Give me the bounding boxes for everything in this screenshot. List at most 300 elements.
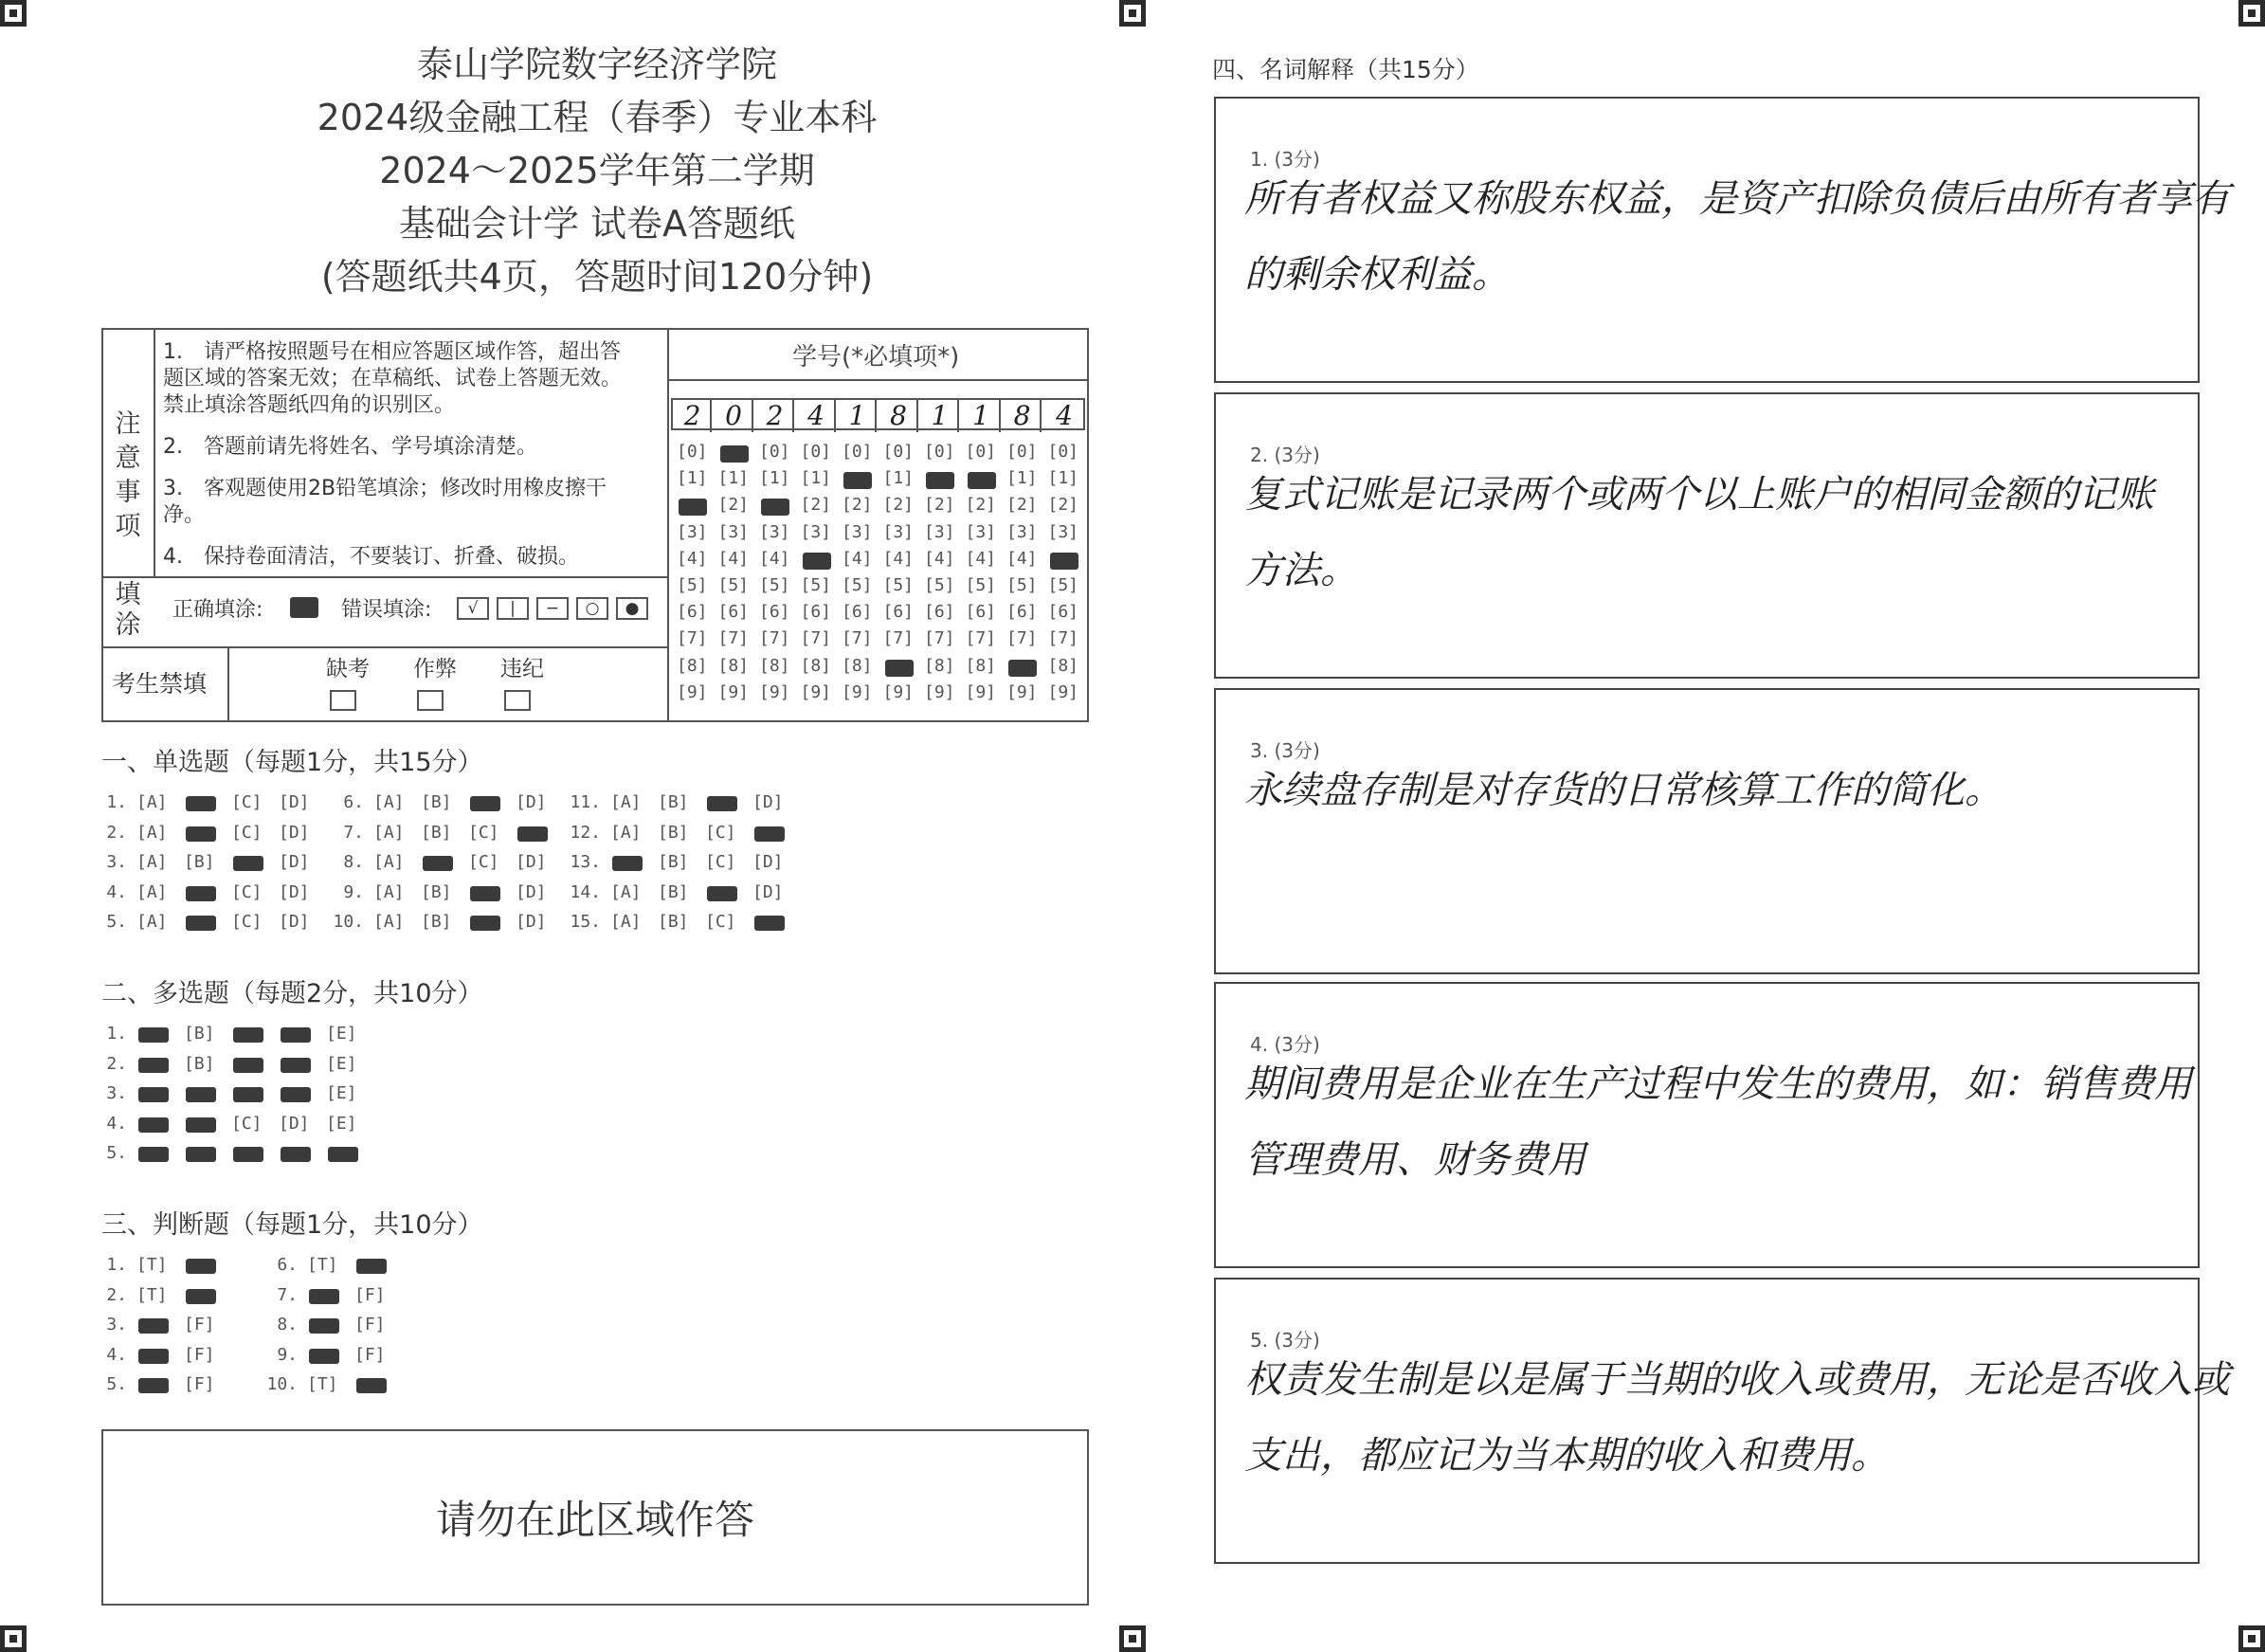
single-choice-option-filled[interactable]	[517, 826, 548, 842]
judge-number: 1.	[106, 1255, 127, 1275]
single-choice-option-filled[interactable]	[470, 796, 500, 811]
student-id-bubble[interactable]: [1]	[759, 468, 790, 489]
student-id-bubble[interactable]: [8]	[759, 655, 790, 676]
judge-option[interactable]: [F]	[354, 1344, 386, 1365]
handwritten-answer-line: 管理费用、财务费用	[1244, 1138, 1586, 1182]
judge-option-filled[interactable]	[309, 1349, 339, 1364]
student-id-bubble[interactable]: [2]	[800, 495, 832, 516]
student-id-bubble[interactable]: [3]	[1047, 521, 1079, 542]
student-id-bubble[interactable]: [2]	[1047, 495, 1079, 516]
multi-choice-number: 3.	[106, 1083, 127, 1103]
multi-choice-option[interactable]: [E]	[326, 1083, 357, 1103]
student-id-bubble[interactable]: [0]	[965, 442, 997, 462]
short-answer-box	[1214, 982, 2200, 1268]
single-choice-option[interactable]: [D]	[516, 912, 547, 932]
single-choice-option[interactable]: [A]	[373, 881, 405, 902]
multi-choice-number: 4.	[106, 1113, 127, 1134]
question-points: 3. (3分)	[1250, 739, 1320, 762]
student-id-bubble[interactable]: [7]	[924, 628, 955, 649]
student-id-bubble[interactable]: [9]	[677, 681, 708, 702]
single-choice-number: 2.	[106, 822, 127, 843]
question-points: 2. (3分)	[1250, 444, 1320, 466]
corner-mark	[0, 0, 27, 27]
multi-choice-option[interactable]: [D]	[279, 1113, 310, 1134]
forbid-item-checkbox[interactable]	[504, 690, 531, 711]
single-choice-option[interactable]: [D]	[516, 792, 547, 812]
multi-choice-option-filled[interactable]	[138, 1147, 169, 1162]
single-choice-option[interactable]: [B]	[184, 852, 215, 872]
student-id-bubble[interactable]: [5]	[800, 575, 832, 595]
wrong-fill-sample: ●	[616, 597, 648, 620]
student-id-bubble[interactable]: [6]	[800, 602, 832, 623]
judge-option-filled[interactable]	[309, 1318, 339, 1334]
single-choice-option-filled[interactable]	[612, 856, 643, 871]
multi-choice-option[interactable]: [C]	[231, 1113, 263, 1134]
multi-choice-option[interactable]: [B]	[184, 1024, 215, 1044]
student-id-bubble-filled[interactable]	[968, 472, 996, 489]
handwritten-answer-line: 方法。	[1244, 549, 1358, 592]
student-id-bubble[interactable]: [5]	[759, 575, 790, 595]
student-id-bubble[interactable]: [6]	[1006, 602, 1038, 623]
single-choice-option-filled[interactable]	[470, 886, 500, 901]
student-id-bubble[interactable]: [7]	[1047, 628, 1079, 649]
student-id-bubble[interactable]: [7]	[800, 628, 832, 649]
student-id-bubble-filled[interactable]	[761, 499, 789, 516]
single-choice-number: 7.	[343, 822, 364, 843]
student-id-bubble[interactable]: [5]	[924, 575, 955, 595]
short-answer-box	[1214, 392, 2200, 679]
student-id-bubble[interactable]: [0]	[759, 442, 790, 462]
student-id-bubble[interactable]: [5]	[677, 575, 708, 595]
exam-title: 基础会计学 试卷A答题纸	[398, 203, 796, 245]
single-choice-option[interactable]: [B]	[658, 852, 689, 872]
student-id-bubble[interactable]: [3]	[1006, 521, 1038, 542]
correct-fill-label: 正确填涂:	[172, 598, 263, 622]
judge-option-filled[interactable]	[186, 1259, 216, 1274]
student-id-bubble[interactable]: [4]	[1006, 548, 1038, 569]
single-choice-option[interactable]: [D]	[752, 792, 784, 812]
corner-mark	[2238, 1625, 2265, 1652]
student-id-digit: 8	[1005, 400, 1042, 432]
single-choice-option[interactable]: [C]	[468, 822, 499, 843]
student-id-bubble[interactable]: [4]	[882, 548, 915, 569]
student-id-bubble[interactable]: [2]	[882, 495, 915, 516]
student-id-bubble[interactable]: [7]	[842, 628, 873, 649]
single-choice-number: 12.	[570, 822, 601, 843]
student-id-bubble[interactable]: [8]	[842, 655, 873, 676]
handwritten-answer-line: 的剩余权利益。	[1244, 253, 1510, 297]
judge-number: 7.	[277, 1284, 298, 1305]
multi-choice-option-filled[interactable]	[281, 1027, 311, 1043]
single-choice-option[interactable]: [D]	[516, 852, 547, 872]
single-choice-option[interactable]: [D]	[752, 852, 784, 872]
short-answer-box	[1214, 97, 2230, 383]
question-points: 4. (3分)	[1250, 1033, 1320, 1056]
student-id-bubble[interactable]: [1]	[717, 468, 750, 489]
multi-choice-number: 1.	[106, 1024, 127, 1044]
wrong-fill-sample: √	[457, 597, 489, 620]
student-id-bubble[interactable]: [5]	[882, 575, 915, 595]
multi-choice-option-filled[interactable]	[138, 1058, 169, 1073]
student-id-bubble[interactable]: [7]	[965, 628, 997, 649]
student-id-bubble[interactable]: [2]	[924, 495, 955, 516]
student-id-bubble[interactable]: [4]	[677, 548, 708, 569]
question-points: 5. (3分)	[1250, 1329, 1320, 1352]
single-choice-option[interactable]: [D]	[752, 881, 784, 902]
judge-option[interactable]: [T]	[307, 1255, 338, 1275]
student-id-bubble[interactable]: [9]	[1006, 681, 1038, 702]
single-choice-option[interactable]: [B]	[421, 881, 452, 902]
judge-option-filled[interactable]	[138, 1349, 169, 1364]
multi-choice-option-filled[interactable]	[233, 1147, 263, 1162]
single-choice-option[interactable]: [D]	[279, 852, 310, 872]
forbid-item-checkbox[interactable]	[330, 690, 356, 711]
judge-option[interactable]: [F]	[184, 1374, 215, 1394]
handwritten-answer-line: 支出，都应记为当本期的收入和费用。	[1244, 1434, 1889, 1478]
judge-number: 8.	[277, 1315, 298, 1334]
multi-choice-option-filled[interactable]	[186, 1087, 216, 1102]
single-choice-number: 9.	[343, 881, 364, 902]
part4-title: 四、名词解释（共15分）	[1212, 56, 1479, 83]
single-choice-option[interactable]: [A]	[136, 852, 168, 872]
single-choice-option[interactable]: [D]	[279, 912, 310, 932]
single-choice-option-filled[interactable]	[470, 916, 500, 931]
judge-option-filled[interactable]	[309, 1289, 339, 1304]
student-id-bubble[interactable]: [3]	[842, 521, 873, 542]
single-choice-option[interactable]: [A]	[373, 852, 405, 872]
multi-choice-option-filled[interactable]	[281, 1087, 311, 1102]
single-choice-option[interactable]: [A]	[610, 912, 642, 932]
judge-option[interactable]: [F]	[184, 1344, 215, 1365]
student-id-bubble[interactable]: [6]	[717, 602, 750, 623]
student-id-bubble[interactable]: [0]	[924, 442, 955, 462]
student-id-bubble-filled[interactable]	[843, 472, 872, 489]
student-id-bubble[interactable]: [3]	[924, 521, 955, 542]
single-choice-option-filled[interactable]	[186, 826, 216, 842]
single-choice-option-filled[interactable]	[186, 916, 216, 931]
student-id-bubble[interactable]: [9]	[924, 681, 955, 702]
student-id-bubble[interactable]: [8]	[924, 655, 955, 676]
judge-number: 5.	[106, 1374, 127, 1394]
student-id-bubble-filled[interactable]	[885, 660, 914, 677]
single-choice-option[interactable]: [C]	[468, 852, 499, 872]
multi-choice-option-filled[interactable]	[233, 1058, 263, 1073]
forbid-item-label: 违纪	[500, 657, 544, 681]
student-id-bubble[interactable]: [0]	[1006, 442, 1038, 462]
multi-choice-option-filled[interactable]	[281, 1147, 311, 1162]
student-id-bubble[interactable]: [4]	[965, 548, 997, 569]
question-points: 1. (3分)	[1250, 148, 1320, 171]
sheet-header	[104, 38, 1090, 303]
single-choice-option[interactable]: [C]	[705, 852, 736, 872]
single-choice-number: 11.	[570, 792, 601, 812]
multi-choice-option-filled[interactable]	[186, 1117, 216, 1133]
student-id-bubble[interactable]: [9]	[965, 681, 997, 702]
single-choice-option-filled[interactable]	[707, 886, 737, 901]
student-id-bubble[interactable]: [6]	[677, 602, 708, 623]
judge-option-filled[interactable]	[356, 1378, 387, 1393]
single-choice-option[interactable]: [A]	[373, 912, 405, 932]
single-choice-number: 10.	[333, 912, 364, 932]
judge-option-filled[interactable]	[186, 1289, 216, 1304]
single-choice-option[interactable]: [B]	[658, 881, 689, 902]
student-id-digit: 2	[675, 400, 712, 432]
single-choice-option[interactable]: [A]	[373, 822, 405, 843]
judge-option-filled[interactable]	[138, 1378, 169, 1393]
student-id-bubble[interactable]: [7]	[759, 628, 790, 649]
multi-choice-option[interactable]: [E]	[326, 1053, 357, 1074]
single-choice-option[interactable]: [C]	[231, 792, 263, 812]
wrong-fill-sample: −	[536, 597, 569, 620]
student-id-bubble[interactable]: [1]	[1047, 468, 1079, 489]
corner-mark	[1119, 1625, 1146, 1652]
student-id-bubble[interactable]: [1]	[677, 468, 708, 489]
student-id-bubble[interactable]: [5]	[1047, 575, 1079, 595]
judge-number: 10.	[266, 1374, 298, 1394]
student-id-bubble[interactable]: [0]	[1047, 442, 1079, 462]
judge-option[interactable]: [T]	[136, 1255, 168, 1275]
single-choice-option[interactable]: [B]	[658, 912, 689, 932]
handwritten-answer-line: 权责发生制是以是属于当期的收入或费用，无论是否收入或	[1244, 1358, 2230, 1402]
fill-label-char: 涂	[115, 610, 141, 640]
single-choice-option[interactable]: [D]	[279, 792, 310, 812]
single-choice-option-filled[interactable]	[186, 796, 216, 811]
correct-fill-sample	[290, 597, 318, 618]
handwritten-answer-line: 复式记账是记录两个或两个以上账户的相同金额的记账	[1244, 473, 2154, 517]
forbid-item-label: 缺考	[326, 657, 370, 681]
semester: 2024～2025学年第二学期	[379, 150, 815, 191]
single-choice-number: 6.	[343, 792, 364, 812]
single-choice-title: 一、单选题（每题1分，共15分）	[101, 748, 483, 777]
single-choice-option[interactable]: [D]	[279, 822, 310, 843]
judge-option[interactable]: [T]	[307, 1374, 338, 1394]
single-choice-option[interactable]: [A]	[610, 881, 642, 902]
student-id-bubble[interactable]: [8]	[677, 655, 708, 676]
student-id-bubble-filled[interactable]	[1008, 660, 1037, 677]
single-choice-option[interactable]: [D]	[279, 881, 310, 902]
student-id-bubble[interactable]: [6]	[759, 602, 790, 623]
student-id-bubble[interactable]: [9]	[1047, 681, 1079, 702]
student-id-bubble[interactable]: [1]	[800, 468, 832, 489]
multi-choice-option-filled[interactable]	[138, 1117, 169, 1133]
student-id-bubble[interactable]: [0]	[800, 442, 832, 462]
student-id-bubble[interactable]: [9]	[882, 681, 915, 702]
wrong-fill-sample: ○	[576, 597, 608, 620]
forbid-label: 考生禁填	[112, 670, 208, 698]
single-choice-option[interactable]: [B]	[421, 822, 452, 843]
multi-choice-number: 2.	[106, 1053, 127, 1074]
multi-choice-option-filled[interactable]	[233, 1027, 263, 1043]
single-choice-option[interactable]: [A]	[136, 881, 168, 902]
forbid-item-checkbox[interactable]	[417, 690, 444, 711]
student-id-bubble[interactable]: [3]	[677, 521, 708, 542]
single-choice-option[interactable]: [B]	[421, 792, 452, 812]
handwritten-answer-line: 永续盘存制是对存货的日常核算工作的简化。	[1244, 769, 2002, 812]
multi-choice-title: 二、多选题（每题2分，共10分）	[101, 979, 483, 1008]
judge-number: 2.	[106, 1284, 127, 1305]
notice-label-char: 事	[115, 478, 141, 507]
student-id-bubble[interactable]: [7]	[1006, 628, 1038, 649]
student-id-digit: 0	[716, 400, 753, 432]
student-id-bubble[interactable]: [2]	[965, 495, 997, 516]
student-id-bubble[interactable]: [9]	[800, 681, 832, 702]
single-choice-option-filled[interactable]	[423, 856, 453, 871]
single-choice-option[interactable]: [C]	[231, 822, 263, 843]
student-id-bubble[interactable]: [8]	[965, 655, 997, 676]
student-id-bubble[interactable]: [6]	[842, 602, 873, 623]
multi-choice-number: 5.	[106, 1143, 127, 1163]
student-id-bubble[interactable]: [6]	[1047, 602, 1079, 623]
student-id-bubble[interactable]: [6]	[965, 602, 997, 623]
student-id-bubble[interactable]: [0]	[842, 442, 873, 462]
student-id-bubble[interactable]: [6]	[882, 602, 915, 623]
student-id-bubble[interactable]: [2]	[1006, 495, 1038, 516]
handwritten-answer-line: 期间费用是企业在生产过程中发生的费用，如：销售费用	[1244, 1062, 2192, 1106]
notice-4: 4. 保持卷面清洁，不要装订、折叠、破损。	[163, 545, 579, 569]
single-choice-option-filled[interactable]	[186, 886, 216, 901]
student-id-bubble[interactable]: [3]	[800, 521, 832, 542]
single-choice-option[interactable]: [B]	[421, 912, 452, 932]
student-id-bubble[interactable]: [3]	[759, 521, 790, 542]
class-name: 2024级金融工程（春季）专业本科	[317, 97, 878, 138]
single-choice-option[interactable]: [A]	[373, 792, 405, 812]
single-choice-number: 4.	[106, 881, 127, 902]
multi-choice-option[interactable]: [E]	[326, 1113, 357, 1134]
student-id-bubble[interactable]: [9]	[759, 681, 790, 702]
student-id-bubble-filled[interactable]	[720, 445, 749, 463]
fill-label-char: 填	[115, 580, 141, 609]
judge-option-filled[interactable]	[138, 1318, 169, 1334]
short-answer-box	[1214, 688, 2200, 974]
multi-choice-option-filled[interactable]	[138, 1087, 169, 1102]
student-id-bubble[interactable]: [4]	[759, 548, 790, 569]
student-id-bubble[interactable]: [4]	[924, 548, 955, 569]
student-id-digit: 1	[840, 400, 877, 432]
notice-label-char: 意	[115, 444, 141, 473]
short-answer-box	[1214, 1278, 2230, 1564]
student-id-bubble[interactable]: [7]	[717, 628, 750, 649]
multi-choice-option[interactable]: [B]	[184, 1053, 215, 1074]
student-id-bubble[interactable]: [1]	[882, 468, 915, 489]
student-id-bubble[interactable]: [3]	[717, 521, 750, 542]
notice-label-char: 项	[115, 512, 141, 541]
student-id-bubble-filled[interactable]	[926, 472, 954, 489]
single-choice-option[interactable]: [A]	[136, 912, 168, 932]
student-id-bubble[interactable]: [4]	[842, 548, 873, 569]
student-id-bubble[interactable]: [0]	[882, 442, 915, 462]
student-id-digit: 1	[922, 400, 959, 432]
single-choice-option-filled[interactable]	[707, 796, 737, 811]
student-id-digit: 4	[799, 400, 836, 432]
student-id-bubble[interactable]: [5]	[965, 575, 997, 595]
judge-option[interactable]: [F]	[184, 1315, 215, 1334]
single-choice-option[interactable]: [D]	[516, 881, 547, 902]
multi-choice-option-filled[interactable]	[328, 1147, 358, 1162]
judge-number: 4.	[106, 1344, 127, 1365]
student-id-bubble[interactable]: [0]	[677, 442, 708, 462]
no-answer-text: 请勿在此区域作答	[435, 1497, 754, 1543]
multi-choice-option[interactable]: [E]	[326, 1024, 357, 1044]
single-choice-option[interactable]: [B]	[658, 822, 689, 843]
corner-mark	[0, 1625, 27, 1652]
no-answer-area	[101, 1429, 1089, 1606]
student-id-bubble[interactable]: [2]	[842, 495, 873, 516]
student-id-bubble[interactable]: [8]	[800, 655, 832, 676]
student-id-digit: 1	[964, 400, 1001, 432]
single-choice-option[interactable]: [C]	[231, 881, 263, 902]
single-choice-number: 5.	[106, 912, 127, 932]
judge-option[interactable]: [F]	[354, 1284, 386, 1305]
judge-title: 三、判断题（每题1分，共10分）	[101, 1210, 483, 1240]
single-choice-option[interactable]: [C]	[705, 822, 736, 843]
judge-option-filled[interactable]	[356, 1259, 387, 1274]
judge-number: 3.	[106, 1315, 127, 1334]
student-id-bubble-filled[interactable]	[1050, 553, 1078, 570]
multi-choice-option-filled[interactable]	[138, 1027, 169, 1043]
student-id-bubble[interactable]: [2]	[717, 495, 750, 516]
student-id-bubble[interactable]: [3]	[965, 521, 997, 542]
handwritten-answer-line: 所有者权益又称股东权益，是资产扣除负债后由所有者享有	[1244, 177, 2230, 221]
student-id-bubble[interactable]: [7]	[677, 628, 708, 649]
wrong-fill-sample: |	[497, 597, 529, 620]
student-id-bubble[interactable]: [4]	[717, 548, 750, 569]
student-id-bubble[interactable]: [7]	[882, 628, 915, 649]
single-choice-option[interactable]: [A]	[610, 822, 642, 843]
student-id-bubble[interactable]: [5]	[717, 575, 750, 595]
single-choice-option[interactable]: [B]	[658, 792, 689, 812]
judge-number: 9.	[277, 1344, 298, 1365]
notice-3: 3. 客观题使用2B铅笔填涂；修改时用橡皮擦干净。	[163, 477, 607, 527]
judge-option[interactable]: [T]	[136, 1284, 168, 1305]
student-id-bubble-filled[interactable]	[679, 499, 707, 516]
multi-choice-option-filled[interactable]	[281, 1058, 311, 1073]
student-id-bubble[interactable]: [9]	[717, 681, 750, 702]
single-choice-option[interactable]: [A]	[610, 792, 642, 812]
student-id-bubble[interactable]: [9]	[842, 681, 873, 702]
single-choice-option-filled[interactable]	[754, 826, 785, 842]
student-id-bubble[interactable]: [1]	[1006, 468, 1038, 489]
student-id-bubble[interactable]: [8]	[717, 655, 750, 676]
single-choice-number: 14.	[570, 881, 601, 902]
judge-number: 6.	[277, 1255, 298, 1275]
single-choice-option[interactable]: [C]	[705, 912, 736, 932]
single-choice-option[interactable]: [A]	[136, 792, 168, 812]
multi-choice-option-filled[interactable]	[233, 1087, 263, 1102]
notice-label-char: 注	[115, 409, 141, 439]
corner-mark	[1119, 0, 1146, 27]
single-choice-number: 8.	[343, 852, 364, 872]
student-id-bubble[interactable]: [5]	[842, 575, 873, 595]
single-choice-option-filled[interactable]	[754, 916, 785, 931]
student-id-digit: 4	[1056, 400, 1073, 431]
single-choice-number: 15.	[570, 912, 601, 932]
judge-option[interactable]: [F]	[354, 1315, 386, 1334]
student-id-bubble-filled[interactable]	[803, 553, 831, 570]
forbid-item-label: 作弊	[413, 657, 457, 681]
notice-2: 2. 答题前请先将姓名、学号填涂清楚。	[163, 435, 537, 459]
single-choice-number: 13.	[570, 852, 601, 872]
student-id-bubble[interactable]: [3]	[882, 521, 915, 542]
student-id-bubble[interactable]: [6]	[924, 602, 955, 623]
student-id-digit: 2	[757, 400, 794, 432]
single-choice-option-filled[interactable]	[233, 856, 263, 871]
student-id-bubble[interactable]: [5]	[1006, 575, 1038, 595]
single-choice-option[interactable]: [A]	[136, 822, 168, 843]
single-choice-option[interactable]: [C]	[231, 912, 263, 932]
exam-info: (答题纸共4页，答题时间120分钟)	[320, 256, 874, 298]
student-id-bubble[interactable]: [8]	[1047, 655, 1079, 676]
multi-choice-option-filled[interactable]	[186, 1147, 216, 1162]
